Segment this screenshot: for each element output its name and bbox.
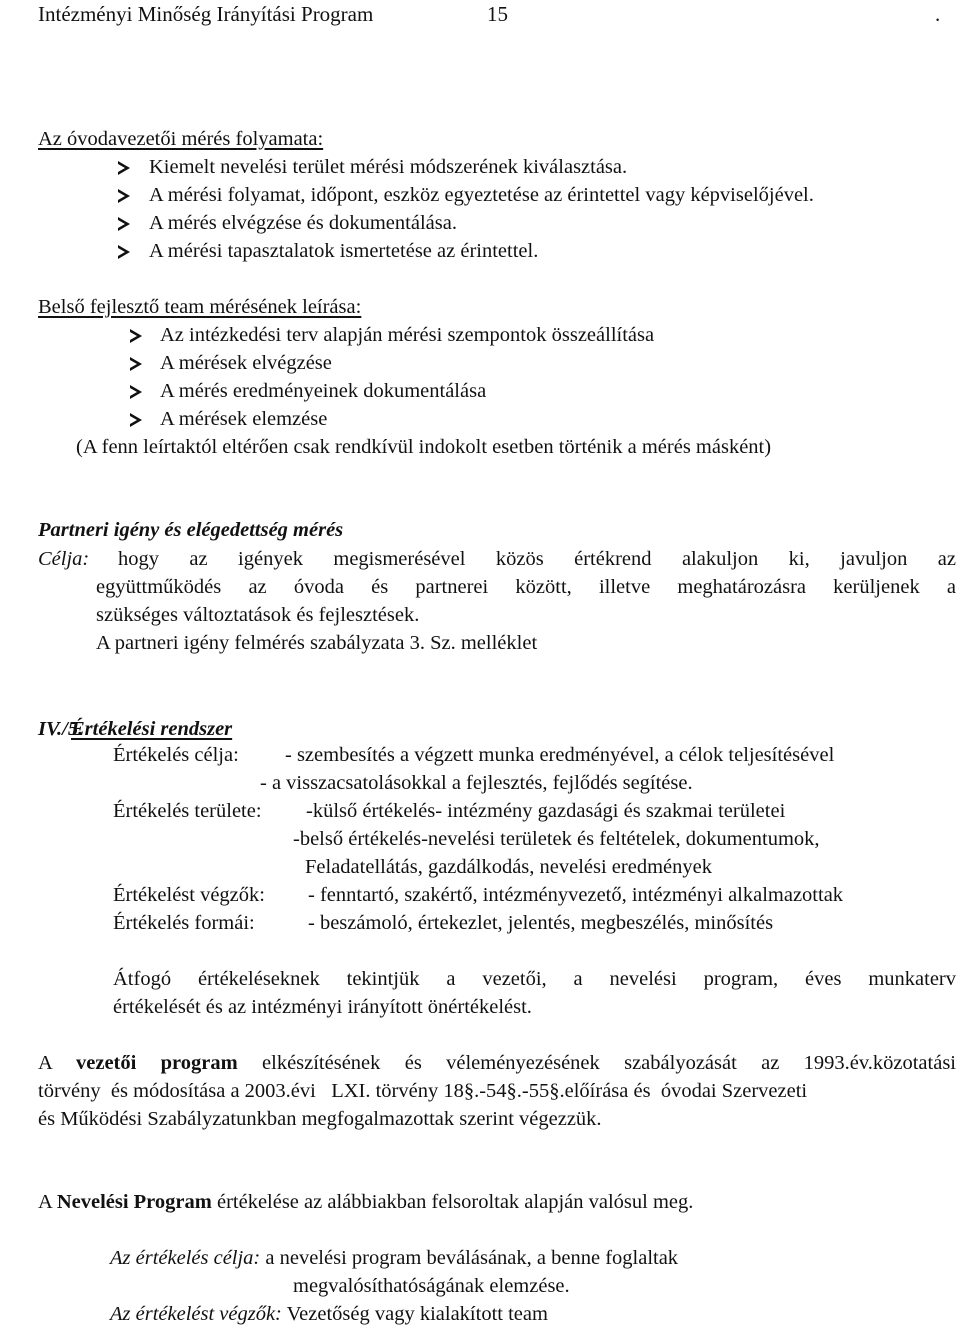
atfogo-line2: értékelését és az intézményi irányított önértékelést. [113, 996, 532, 1018]
vezetoi-pre: A [38, 1052, 76, 1074]
partneri-line3: szükséges változtatások és fejlesztések. [96, 604, 420, 626]
bullet-arrow-icon [118, 161, 130, 175]
partneri-line2: együttműködés az óvoda és partnerei között, illetve meghatározásra kerüljenek a [96, 576, 956, 598]
list-item: A mérések elemzése [160, 408, 328, 430]
neveles-vegzok [110, 1301, 548, 1327]
ertekelest-vegzok-label: Értékelést végzők: [113, 884, 265, 906]
ertekelest-vegzok-text: - fenntartó, szakértő, intézményvezető, intézményi alkalmazottak [308, 884, 844, 906]
vezetoi-program-bold: vezetői program [76, 1052, 238, 1074]
section-number: IV./5. [38, 718, 84, 740]
belso-note: (A fenn leírtaktól eltérően csak rendkívül indokolt esetben történik a mérés másként) [76, 436, 772, 458]
bullet-arrow-icon [118, 245, 130, 259]
ertekeles-terulete-text: Feladatellátás, gazdálkodás, nevelési eredmények [305, 856, 712, 878]
partneri-line4: A partneri igény felmérés szabályzata 3. Sz. melléklet [96, 632, 538, 654]
list-item: A mérési tapasztalatok ismertetése az érintettel. [149, 240, 539, 262]
ertekeles-formai-label: Értékelés formái: [113, 912, 255, 934]
neveles-celja [110, 1245, 678, 1271]
neveles-pre: A [38, 1191, 57, 1213]
ertekeles-terulete-label: Értékelés területe: [113, 800, 262, 822]
partneri-title: Partneri igény és elégedettség mérés [38, 519, 344, 541]
bullet-arrow-icon [130, 357, 142, 371]
list-item: A mérés elvégzése és dokumentálása. [149, 212, 457, 234]
neveles-celja-line2: megvalósíthatóságának elemzése. [293, 1275, 570, 1297]
bullet-arrow-icon [130, 329, 142, 343]
neveles-vegzok-text: Vezetőség vagy kialakított team [281, 1303, 548, 1325]
list-item: A mérés eredményeinek dokumentálása [160, 380, 487, 402]
page-number: 15 [487, 2, 508, 26]
document-title: Intézményi Minőség Irányítási Program [38, 2, 374, 26]
ertekeles-celja-text: - szembesítés a végzett munka eredményével, a célok teljesítésével [285, 744, 835, 766]
ertekeles-celja-label: Értékelés célja: [113, 744, 239, 766]
atfogo-line1: Átfogó értékeléseknek tekintjük a vezetői, a nevelési program, éves munkaterv [113, 968, 956, 990]
vezetoi-line2: törvény és módosítása a 2003.évi LXI. törvény 18§.-54§.-55§.előírása és óvodai Szervezeti [38, 1080, 808, 1102]
neveles-intro [38, 1189, 693, 1215]
bullet-arrow-icon [118, 189, 130, 203]
neveles-celja-label: Az értékelés célja: [110, 1247, 261, 1269]
neveles-vegzok-label: Az értékelést végzők: [110, 1303, 282, 1325]
vezetoi-line1 [38, 1050, 956, 1076]
list-item: Kiemelt nevelési terület mérési módszerének kiválasztása. [149, 156, 628, 178]
ertekeles-terulete-text: -külső értékelés- intézmény gazdasági és szakmai területei [306, 800, 786, 822]
ertekeles-formai-text: - beszámoló, értekezlet, jelentés, megbeszélés, minősítés [308, 912, 774, 934]
neveles-program-bold: Nevelési Program [56, 1191, 212, 1213]
partneri-celja-label: Célja: [38, 548, 90, 570]
belso-title: Belső fejlesztő team mérésének leírása: [38, 296, 362, 318]
header-dot: . [935, 2, 941, 26]
list-item: Az intézkedési terv alapján mérési szempontok összeállítása [160, 324, 655, 346]
ovodavezetoi-title: Az óvodavezetői mérés folyamata: [38, 128, 324, 150]
bullet-arrow-icon [130, 385, 142, 399]
neveles-celja-text: a nevelési program beválásának, a benne foglaltak [260, 1247, 679, 1269]
vezetoi-line1-rest: elkészítésének és véleményezésének szabályozását az 1993.év.közotatási [237, 1052, 957, 1074]
neveles-rest: értékelése az alábbiakban felsoroltak alapján valósul meg. [211, 1191, 694, 1213]
section-title: Értékelési rendszer [71, 718, 233, 740]
ertekeles-celja-text: - a visszacsatolásokkal a fejlesztés, fejlődés segítése. [260, 772, 693, 794]
ertekeles-terulete-text: -belső értékelés-nevelési területek és feltételek, dokumentumok, [293, 828, 820, 850]
list-item: A mérési folyamat, időpont, eszköz egyeztetése az érintettel vagy képviselőjével. [149, 184, 814, 206]
list-item: A mérések elvégzése [160, 352, 332, 374]
bullet-arrow-icon [118, 217, 130, 231]
bullet-arrow-icon [130, 413, 142, 427]
partneri-line1: hogy az igények megismerésével közös értékrend alakuljon ki, javuljon az [118, 548, 956, 570]
vezetoi-line3: és Működési Szabályzatunkban megfogalmazottak szerint végezzük. [38, 1108, 602, 1130]
